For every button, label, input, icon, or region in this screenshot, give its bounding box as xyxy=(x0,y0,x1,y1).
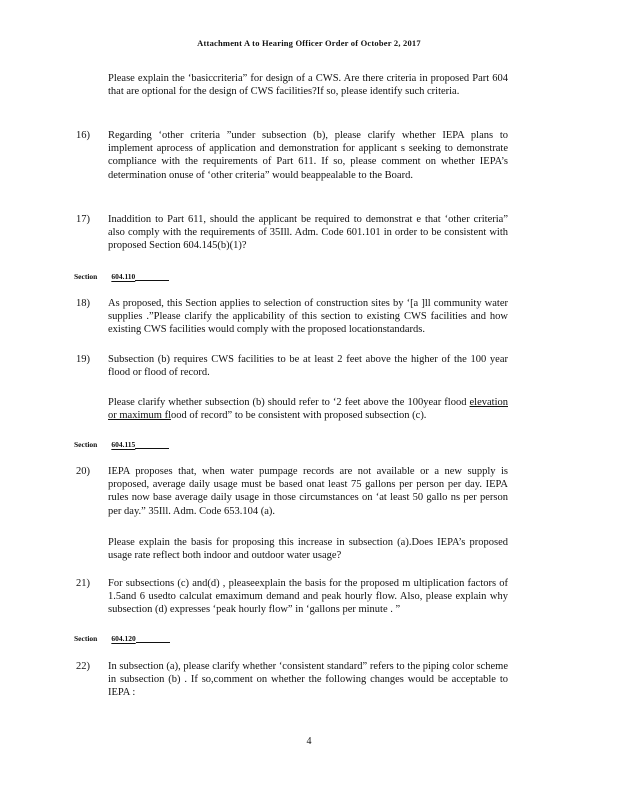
section-heading-604-115 xyxy=(74,440,169,449)
question-number: 16) xyxy=(76,130,90,141)
section-rule xyxy=(135,448,169,449)
text-part: ood of record” to be consistent with proposed subsection (c). xyxy=(171,410,427,422)
question-number: 19) xyxy=(76,354,90,365)
section-code: 604.115 xyxy=(111,440,136,449)
section-label: Section xyxy=(74,440,98,449)
question-text-continued: Please explain the basis for proposing this increase in subsection (a).Does IEPA’s proposed usage rate reflect both indoor and outdoor water usage? xyxy=(108,537,508,562)
section-label: Section xyxy=(74,272,98,281)
question-text: IEPA proposes that, when water pumpage records are not available or a new supply is proposed, average daily usage must be based onat least 75 gallons per person per day. IEPA rules now base average daily usage in those circumstances on ‘at least 50 gallo ns per person per day.” 35Ill. Adm. Code 653.104 (a). xyxy=(108,466,508,517)
section-heading-604-120 xyxy=(74,634,170,643)
section-rule xyxy=(136,642,170,643)
question-text: For subsections (c) and(d) , pleaseexplain the basis for the proposed m ultiplication factors of 1.5and 6 usedto calculat emaximum demand and peak hourly flow. Also, please explain why subsection (d) expresses ‘peak hourly flow” in ‘gallons per minute . ” xyxy=(108,578,508,616)
section-rule xyxy=(135,280,169,281)
question-text: As proposed, this Section applies to selection of construction sites by ‘[a ]ll community water supplies .”Please clarify the applicability of this section to existing CWS facilities and how existing CWS facilities would comply with the proposed locationstandards. xyxy=(108,298,508,336)
intro-paragraph: Please explain the ‘basiccriteria” for design of a CWS. Are there criteria in proposed Part 604 that are optional for the design of CWS facilities?If so, please identify such criteria. xyxy=(108,73,508,98)
question-text: Inaddition to Part 611, should the applicant be required to demonstrat e that ‘other criteria” also comply with the requirements of 35Ill. Adm. Code 601.101 in order to be consistent with proposed Section 604.145(b)(1)? xyxy=(108,214,508,252)
underlined-text: elevation or maximum fl xyxy=(108,397,508,422)
section-label: Section xyxy=(74,634,98,643)
question-number: 22) xyxy=(76,661,90,672)
question-number: 20) xyxy=(76,466,90,477)
question-number: 17) xyxy=(76,214,90,225)
section-code: 604.110 xyxy=(111,272,136,281)
question-text-continued xyxy=(108,396,508,422)
section-code: 604.120 xyxy=(111,634,136,643)
question-text: In subsection (a), please clarify whether ‘consistent standard” refers to the piping color scheme in subsection (b) . If so,comment on whether the following changes would be acceptable to IEPA : xyxy=(108,661,508,699)
page-header: Attachment A to Hearing Officer Order of October 2, 2017 xyxy=(197,38,421,48)
question-text: Regarding ‘other criteria ”under subsection (b), please clarify whether IEPA plans to implement aprocess of application and demonstration for applicant s seeking to demonstrate compliance with the requirements of Part 611. If so, please comment on whether IEPA’s determination onuse of ‘other criteria” would beappealable to the Board. xyxy=(108,130,508,181)
question-number: 21) xyxy=(76,578,90,589)
text-part: Please clarify whether subsection (b) should refer to ‘2 feet above the 100year flood xyxy=(108,397,470,408)
question-number: 18) xyxy=(76,298,90,309)
question-text: Subsection (b) requires CWS facilities to be at least 2 feet above the higher of the 100 year flood or flood of record. xyxy=(108,354,508,379)
page-number: 4 xyxy=(306,736,312,747)
section-heading-604-110 xyxy=(74,272,169,281)
